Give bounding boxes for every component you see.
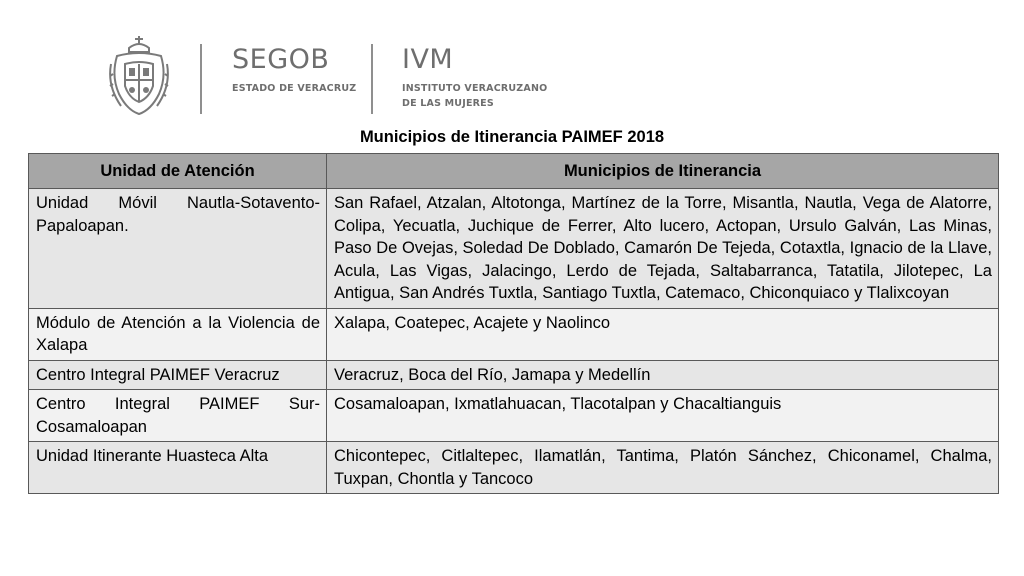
unit-cell: Módulo de Atención a la Violencia de Xalapa [29, 308, 327, 360]
ivm-logo-text: IVM [402, 44, 454, 75]
column-header-unit: Unidad de Atención [29, 154, 327, 189]
itinerancy-table [28, 153, 999, 494]
ivm-subtitle-line2: DE LAS MUJERES [402, 98, 494, 109]
divider [371, 44, 373, 114]
municipalities-cell: San Rafael, Atzalan, Altotonga, Martínez de la Torre, Misantla, Nautla, Vega de Alatorre, Colipa, Yecuatla, Juchique de Ferrer, Alto lucero, Actopan, Ursulo Galván, Las Minas, Paso De Ovejas, Soledad De Doblado, Camarón De Tejeda, Cotaxtla, Ignacio de la Llave, Acula, Las Vigas, Jalacingo, Lerdo de Tejada, Saltabarranca, Tatatila, Jilotepec, La Antigua, San Andrés Tuxtla, Santiago Tuxtla, Catemaco, Chiconquiaco y Tlalixcoyan [327, 189, 999, 309]
table-header-row [29, 154, 999, 189]
header [0, 0, 1024, 125]
divider [200, 44, 202, 114]
table-row [29, 390, 999, 442]
table-row [29, 360, 999, 390]
unit-cell: Centro Integral PAIMEF Sur-Cosamaloapan [29, 390, 327, 442]
segob-logo-text: SEGOB [232, 44, 330, 75]
table-row [29, 308, 999, 360]
municipalities-cell: Xalapa, Coatepec, Acajete y Naolinco [327, 308, 999, 360]
column-header-municipalities: Municipios de Itinerancia [327, 154, 999, 189]
municipalities-cell: Veracruz, Boca del Río, Jamapa y Medellín [327, 360, 999, 390]
municipalities-cell: Cosamaloapan, Ixmatlahuacan, Tlacotalpan y Chacaltianguis [327, 390, 999, 442]
unit-cell: Centro Integral PAIMEF Veracruz [29, 360, 327, 390]
table-row [29, 189, 999, 309]
table-row [29, 442, 999, 494]
coat-of-arms-icon [107, 34, 171, 116]
unit-cell: Unidad Móvil Nautla-Sotavento-Papaloapan. [29, 189, 327, 309]
municipalities-cell: Chicontepec, Citlaltepec, Ilamatlán, Tantima, Platón Sánchez, Chiconamel, Chalma, Tuxpan, Chontla y Tancoco [327, 442, 999, 494]
segob-subtitle: ESTADO DE VERACRUZ [232, 83, 357, 94]
page-title: Municipios de Itinerancia PAIMEF 2018 [359, 128, 665, 146]
ivm-subtitle-line1: INSTITUTO VERACRUZANO [402, 83, 548, 94]
unit-cell: Unidad Itinerante Huasteca Alta [29, 442, 327, 494]
